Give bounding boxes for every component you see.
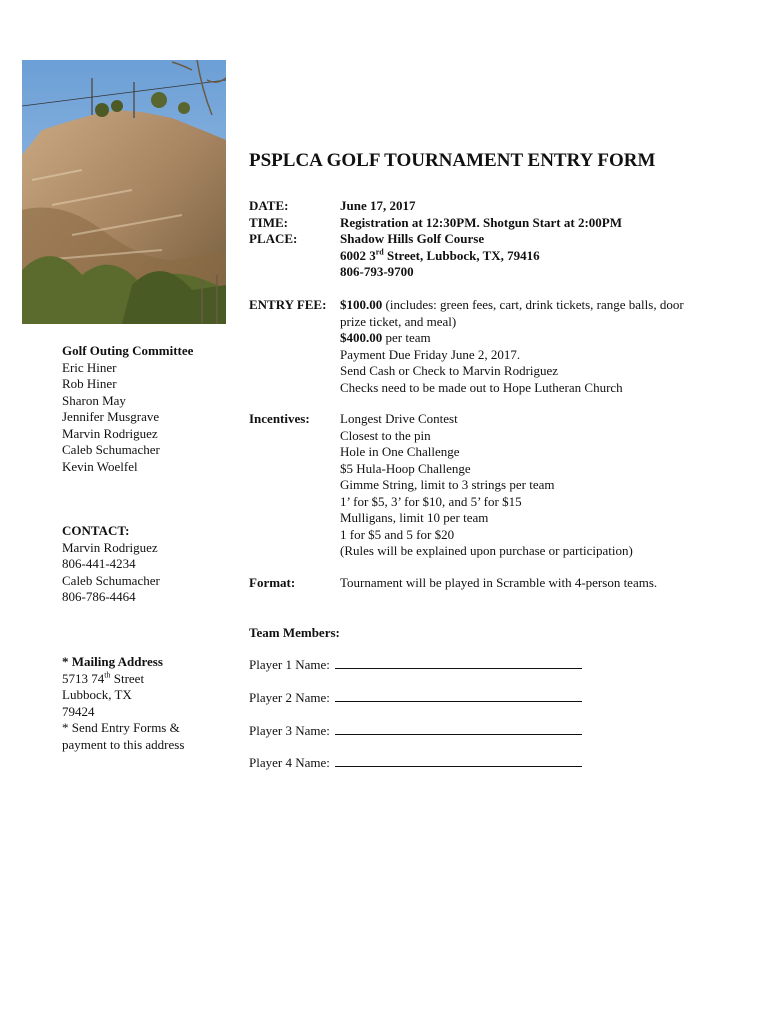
player-2-row [249, 690, 582, 707]
incentive-item: Mulligans, limit 10 per team [340, 510, 489, 525]
info-values [340, 198, 740, 281]
fee-line: Send Cash or Check to Marvin Rodriguez [340, 363, 559, 378]
mailing-street [62, 671, 232, 688]
address-rest: Street, Lubbock, TX, 79416 [383, 247, 540, 263]
player-4-row [249, 755, 582, 772]
date-value: June 17, 2017 [340, 198, 416, 213]
committee-member: Rob Hiner [62, 376, 117, 391]
committee-heading: Golf Outing Committee [62, 343, 194, 358]
mailing-line: payment to this address [62, 736, 185, 752]
incentive-item: $5 Hula-Hoop Challenge [340, 460, 471, 476]
info-labels [249, 198, 341, 248]
entry-fee-label: ENTRY FEE: [249, 297, 327, 312]
place-address [340, 248, 740, 265]
player-3-row [249, 723, 582, 740]
incentive-item: (Rules will be explained upon purchase or participation) [340, 543, 633, 558]
committee-member: Kevin Woelfel [62, 458, 138, 474]
street-number: 5713 74 [62, 670, 105, 686]
committee-member: Sharon May [62, 392, 126, 408]
contact-section [62, 523, 232, 606]
entry-fee-details [340, 297, 740, 396]
incentive-item: 1 for $5 and 5 for $20 [340, 526, 455, 542]
date-label: DATE: [249, 198, 289, 213]
page-title: PSPLCA GOLF TOURNAMENT ENTRY FORM [249, 150, 656, 171]
time-value: Registration at 12:30PM. Shotgun Start at 2:00PM [340, 214, 622, 230]
time-label: TIME: [249, 214, 288, 230]
street-name: Street [110, 670, 145, 686]
contact-line: Marvin Rodriguez [62, 539, 158, 555]
contact-heading: CONTACT: [62, 523, 130, 538]
mailing-line: Lubbock, TX [62, 687, 132, 702]
player-1-label: Player 1 Name: [249, 657, 330, 672]
mailing-line: 79424 [62, 703, 95, 719]
player-1-name-field[interactable] [335, 657, 582, 669]
place-phone: 806-793-9700 [340, 264, 414, 279]
player-1-row [249, 657, 582, 674]
street-suffix: th [104, 670, 111, 680]
mailing-address-section [62, 654, 232, 753]
incentive-item: Longest Drive Contest [340, 411, 458, 426]
place-label: PLACE: [249, 231, 298, 246]
contact-line: 806-441-4234 [62, 556, 136, 571]
format-value: Tournament will be played in Scramble with 4-person teams. [340, 575, 658, 590]
committee-member: Eric Hiner [62, 359, 117, 375]
hill-image-icon [22, 60, 226, 324]
committee-section [62, 343, 232, 475]
fee-team [340, 330, 740, 347]
committee-member: Marvin Rodriguez [62, 425, 158, 441]
player-2-label: Player 2 Name: [249, 690, 330, 705]
fee-individual-cont: prize ticket, and meal) [340, 313, 457, 329]
address-number: 6002 3 [340, 247, 376, 263]
incentives-label: Incentives: [249, 411, 310, 426]
incentives-list [340, 411, 740, 560]
player-2-name-field[interactable] [335, 690, 582, 702]
committee-member: Caleb Schumacher [62, 442, 160, 457]
fee-individual-desc: (includes: green fees, cart, drink tickets, range balls, door [382, 297, 684, 312]
incentive-item: Closest to the pin [340, 427, 431, 443]
format-text [340, 575, 740, 592]
contact-line: Caleb Schumacher [62, 572, 160, 588]
incentive-item: 1’ for $5, 3’ for $10, and 5’ for $15 [340, 493, 522, 509]
place-value: Shadow Hills Golf Course [340, 231, 485, 246]
mailing-line: * Send Entry Forms & [62, 720, 180, 735]
fee-team-amount: $400.00 [340, 330, 383, 345]
team-members-heading: Team Members: [249, 625, 340, 640]
fee-line: Payment Due Friday June 2, 2017. [340, 346, 521, 362]
fee-individual [340, 297, 740, 314]
format-label: Format: [249, 575, 296, 590]
fee-individual-amount: $100.00 [340, 297, 383, 312]
contact-line: 806-786-4464 [62, 589, 136, 604]
player-3-label: Player 3 Name: [249, 723, 330, 738]
address-suffix: rd [375, 247, 384, 257]
golf-course-hill-photo [22, 60, 226, 324]
player-3-name-field[interactable] [335, 723, 582, 735]
incentive-item: Hole in One Challenge [340, 444, 460, 459]
fee-team-desc: per team [382, 330, 431, 345]
player-4-label: Player 4 Name: [249, 755, 330, 770]
incentive-item: Gimme String, limit to 3 strings per team [340, 477, 555, 492]
fee-line: Checks need to be made out to Hope Lutheran Church [340, 379, 623, 395]
mailing-heading: * Mailing Address [62, 654, 163, 669]
player-4-name-field[interactable] [335, 755, 582, 767]
committee-member: Jennifer Musgrave [62, 409, 160, 424]
